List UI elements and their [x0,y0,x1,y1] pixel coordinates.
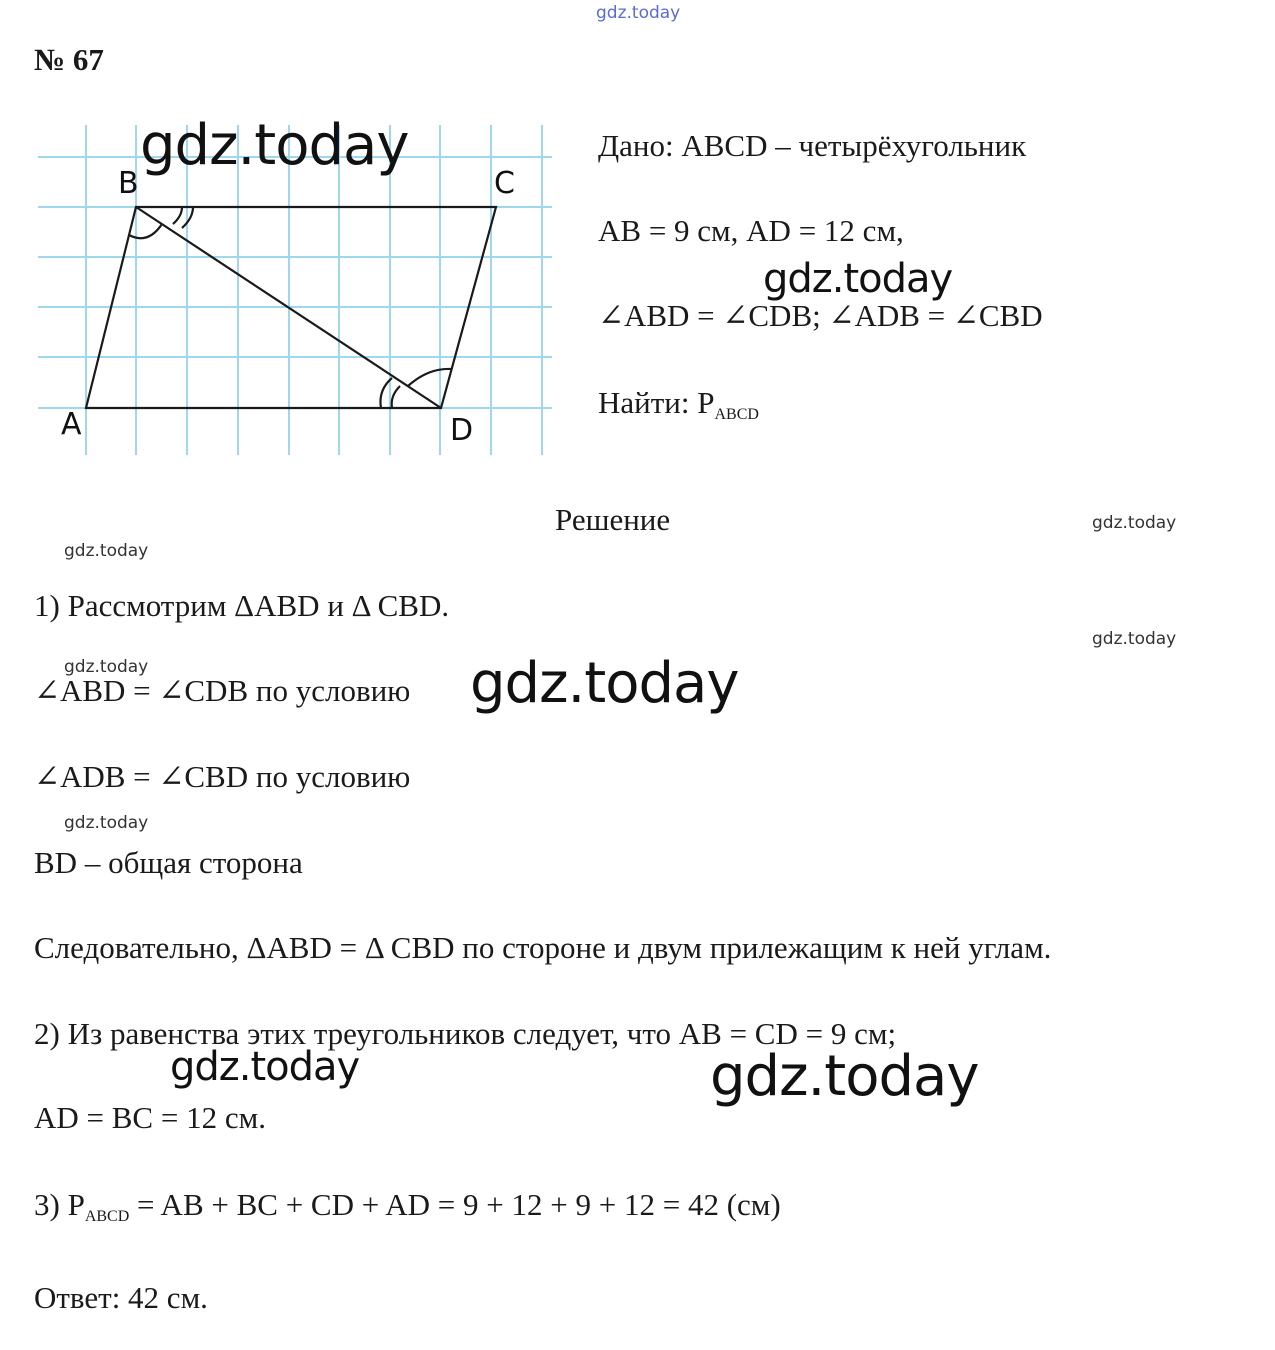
point-label-d: D [450,413,474,448]
watermark-left-small-2: gdz.today [64,657,149,677]
solution-title: Решение [555,502,671,537]
step-3-subscript: ABCD [84,1208,130,1225]
find-line [598,385,759,433]
step-1-angle-adb: ∠ADB = ∠CBD по условию [34,759,411,794]
watermark-left-small-1: gdz.today [64,541,149,561]
watermark-figure: gdz.today [140,113,409,178]
given-line-1: Дано: ABCD – четырёхугольник [598,128,1027,163]
angle-mark-cdb [408,369,451,386]
answer: Ответ: 42 см. [34,1280,208,1315]
watermark-left-small-3: gdz.today [64,813,149,833]
problem-number: № 67 [34,42,104,77]
point-label-c: C [494,166,515,201]
point-label-b: B [118,166,139,201]
step-1-conclusion: Следовательно, ΔABD = Δ CBD по стороне и двум прилежащим к ней углам. [34,930,1052,965]
point-label-a: A [61,407,82,442]
find-label: Найти: P [598,385,715,420]
step-2: 2) Из равенства этих треугольников следует, что AB = CD = 9 см; [34,1016,897,1051]
step-3-prefix: 3) P [34,1187,85,1222]
step-2b: AD = BC = 12 см. [34,1100,266,1135]
watermark-right-small-2: gdz.today [1092,629,1177,649]
watermark-med-low: gdz.today [170,1044,360,1090]
angle-mark-cbd-1 [173,207,182,224]
given-line-3: ∠ABD = ∠CDB; ∠ADB = ∠CBD [598,298,1043,333]
watermark-top: gdz.today [596,3,681,23]
step-1-angle-abd: ∠ABD = ∠CDB по условию [34,673,411,708]
step-1: 1) Рассмотрим ΔABD и Δ CBD. [34,588,450,623]
watermark-big-mid: gdz.today [470,651,739,716]
find-subscript: ABCD [714,406,759,423]
angle-mark-abd [129,224,162,238]
watermark-given: gdz.today [763,256,953,302]
angle-mark-adb-2 [392,386,400,408]
watermark-big-low: gdz.today [710,1044,979,1109]
step-3-formula: = AB + BC + CD + AD = 9 + 12 + 9 + 12 = 42 (см) [129,1187,781,1222]
step-3 [34,1187,781,1235]
step-1-common-side: BD – общая сторона [34,845,303,880]
given-line-2: AB = 9 см, AD = 12 см, [598,213,904,248]
watermark-right-small-1: gdz.today [1092,513,1177,533]
